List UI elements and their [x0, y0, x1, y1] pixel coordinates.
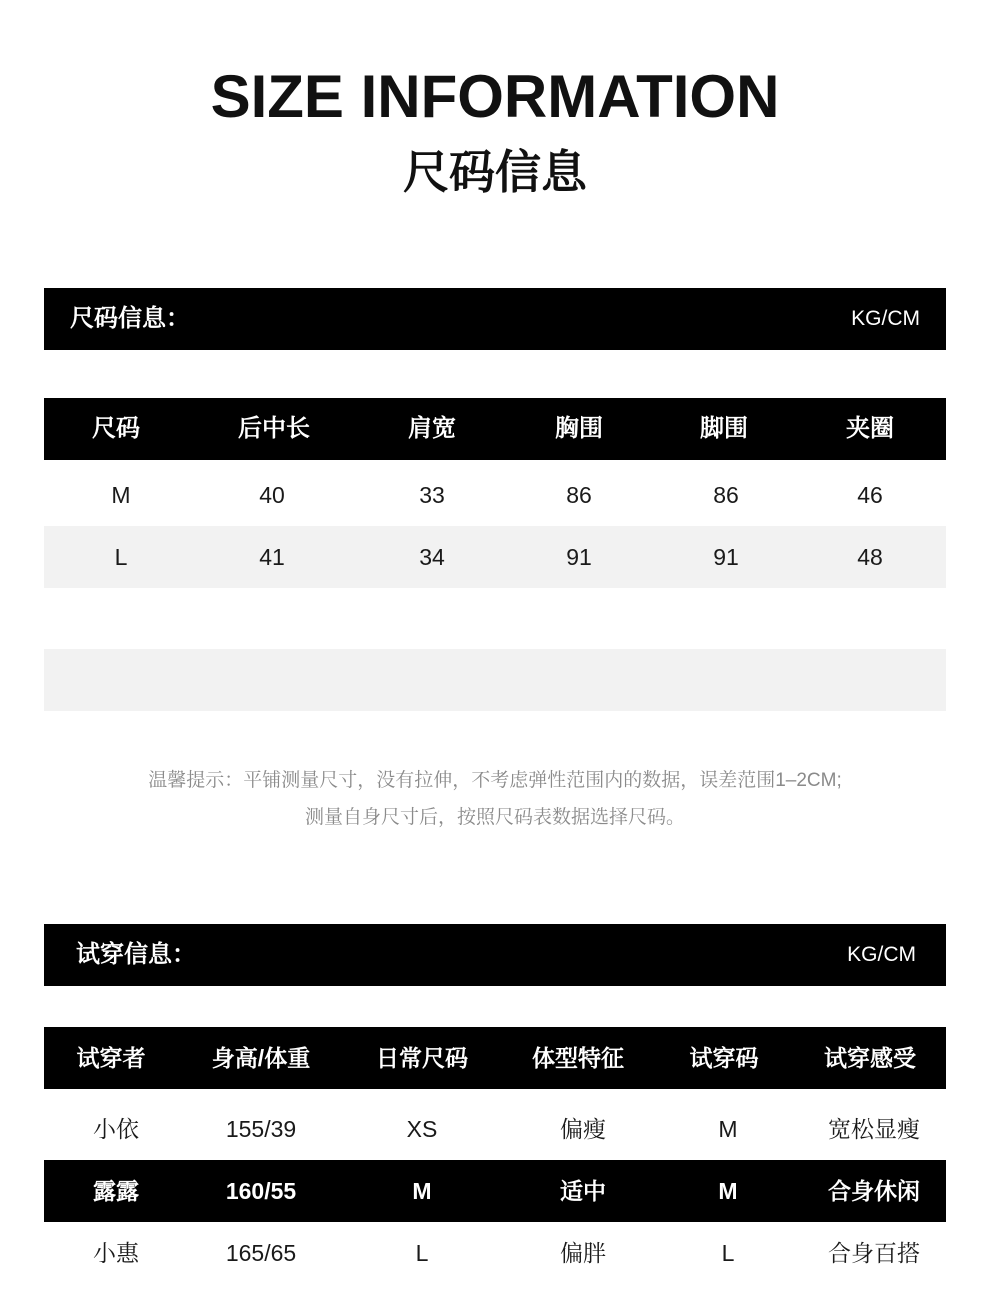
table-cell: L	[114, 544, 128, 570]
table-row	[44, 1222, 946, 1284]
note-line: 温馨提示：平铺测量尺寸，没有拉伸，不考虑弹性范围内的数据，误差范围1–2CM;	[148, 770, 842, 791]
table-cell: 46	[857, 482, 883, 508]
try-col-header: 试穿者	[76, 1045, 146, 1071]
table-row	[44, 464, 946, 526]
try-col-header: 体型特征	[532, 1045, 624, 1071]
table-cell: M	[718, 1116, 738, 1142]
table-row-empty	[44, 649, 946, 711]
page-title-en: SIZE INFORMATION	[210, 63, 780, 130]
table-cell: 160/55	[225, 1178, 297, 1204]
table-cell: 33	[419, 482, 445, 508]
table-cell: 宽松显瘦	[828, 1116, 920, 1142]
table-cell: 小依	[93, 1116, 139, 1142]
table-cell: 40	[259, 482, 285, 508]
table-cell: 86	[713, 482, 739, 508]
table-cell: 41	[259, 544, 285, 570]
size-section-header	[44, 288, 946, 350]
table-row	[44, 1098, 946, 1160]
table-cell: 48	[857, 544, 883, 570]
table-cell: L	[721, 1240, 735, 1266]
size-col-header: 脚围	[700, 415, 748, 442]
size-notes	[0, 762, 990, 836]
size-section-title: 尺码信息：	[70, 305, 190, 332]
table-cell: L	[415, 1240, 429, 1266]
size-table-header	[44, 398, 946, 460]
try-col-header: 日常尺码	[376, 1045, 468, 1071]
try-section-header	[44, 924, 946, 986]
table-cell: 91	[566, 544, 592, 570]
table-cell: 露露	[93, 1178, 139, 1204]
table-cell: 偏瘦	[560, 1116, 606, 1142]
table-cell: 86	[566, 482, 592, 508]
try-section-title: 试穿信息：	[76, 941, 196, 968]
table-cell: 合身百搭	[828, 1240, 920, 1266]
table-cell: 适中	[560, 1178, 606, 1204]
try-col-header: 试穿码	[689, 1045, 759, 1071]
note-line: 测量自身尺寸后，按照尺码表数据选择尺码。	[304, 807, 685, 828]
try-table-header	[44, 1027, 946, 1089]
table-cell: M	[412, 1178, 432, 1204]
table-cell: 165/65	[225, 1240, 297, 1266]
size-col-header: 胸围	[555, 415, 603, 442]
table-row	[44, 1160, 946, 1222]
table-cell: 小惠	[93, 1240, 139, 1266]
size-col-header: 后中长	[238, 415, 310, 442]
table-cell: 91	[713, 544, 739, 570]
table-row	[44, 526, 946, 588]
table-cell: XS	[406, 1116, 438, 1142]
table-cell: M	[111, 482, 131, 508]
table-cell: 34	[419, 544, 445, 570]
try-section-unit: KG/CM	[847, 943, 916, 966]
size-col-header: 夹圈	[846, 415, 894, 442]
table-cell: M	[718, 1178, 738, 1204]
try-col-header: 身高/体重	[211, 1045, 311, 1071]
table-cell: 155/39	[225, 1116, 297, 1142]
size-col-header: 肩宽	[408, 415, 456, 442]
size-col-header: 尺码	[92, 415, 140, 442]
page-title-cn: 尺码信息	[403, 146, 587, 198]
table-cell: 合身休闲	[828, 1178, 920, 1204]
try-col-header: 试穿感受	[824, 1045, 916, 1071]
table-cell: 偏胖	[560, 1240, 606, 1266]
size-section-unit: KG/CM	[851, 307, 920, 330]
